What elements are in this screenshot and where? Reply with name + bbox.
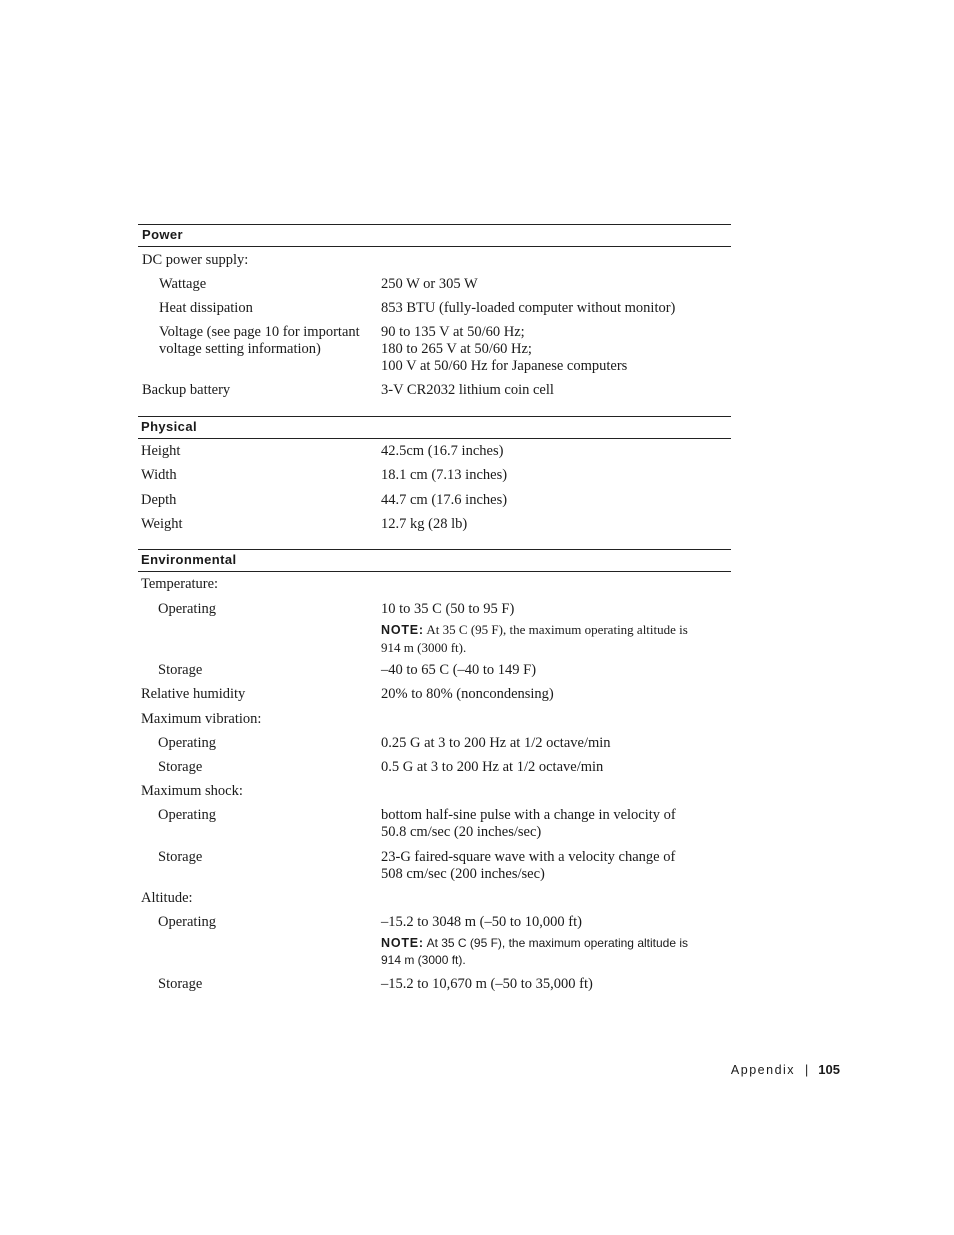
spec-label-line: voltage setting information)	[159, 341, 321, 357]
section-heading: Power	[142, 227, 184, 242]
spec-label: Depth	[141, 492, 177, 508]
spec-label: Operating	[158, 914, 216, 930]
note-text: At 35 C (95 F), the maximum operating altitude is	[423, 936, 689, 950]
spec-value-line: 10 to 35 C (50 to 95 F)	[381, 601, 515, 617]
physical-heading-bar	[138, 416, 731, 439]
spec-value: 44.7 cm (17.6 inches)	[381, 492, 508, 508]
spec-label: Weight	[141, 516, 183, 532]
section-heading: Physical	[141, 419, 197, 434]
section-heading: Environmental	[141, 552, 237, 567]
spec-value-line: 180 to 265 V at 50/60 Hz;	[381, 341, 532, 357]
page-footer	[700, 1062, 840, 1077]
spec-label: Width	[141, 467, 177, 483]
spec-group-label: Maximum shock:	[141, 783, 243, 799]
spec-value: –40 to 65 C (–40 to 149 F)	[381, 662, 537, 678]
spec-value: 0.5 G at 3 to 200 Hz at 1/2 octave/min	[381, 759, 604, 775]
footer-separator: |	[805, 1063, 809, 1077]
spec-label: Relative humidity	[141, 686, 246, 702]
spec-value: 0.25 G at 3 to 200 Hz at 1/2 octave/min	[381, 735, 611, 751]
spec-value-line: 50.8 cm/sec (20 inches/sec)	[381, 824, 542, 840]
note-text: 914 m (3000 ft).	[381, 640, 467, 655]
spec-value: 20% to 80% (noncondensing)	[381, 686, 554, 702]
physical-section	[138, 416, 731, 532]
spec-value: 42.5cm (16.7 inches)	[381, 443, 504, 459]
spec-value: 250 W or 305 W	[381, 276, 478, 292]
spec-value-line: –15.2 to 3048 m (–50 to 10,000 ft)	[381, 914, 582, 930]
spec-label: Operating	[158, 601, 216, 617]
spec-group-label: Altitude:	[141, 890, 193, 906]
spec-label: Storage	[158, 759, 203, 775]
spec-value: 18.1 cm (7.13 inches)	[381, 467, 508, 483]
note	[381, 934, 731, 969]
spec-label	[159, 324, 369, 358]
spec-label-line: Voltage (see page 10 for important	[159, 324, 360, 340]
spec-value	[381, 601, 731, 656]
spec-value: 3-V CR2032 lithium coin cell	[381, 382, 554, 398]
power-section	[138, 224, 731, 398]
note-text: 914 m (3000 ft).	[381, 953, 466, 967]
spec-value: –15.2 to 10,670 m (–50 to 35,000 ft)	[381, 976, 593, 992]
spec-value-line: bottom half-sine pulse with a change in velocity of	[381, 807, 676, 823]
footer-section-name: Appendix	[730, 1063, 796, 1077]
spec-value-line: 23-G faired-square wave with a velocity change of	[381, 849, 676, 865]
spec-value: 853 BTU (fully-loaded computer without monitor)	[381, 300, 676, 316]
spec-label: Operating	[158, 807, 216, 823]
spec-label: Storage	[158, 662, 203, 678]
note	[381, 621, 731, 656]
note-text: At 35 C (95 F), the maximum operating altitude is	[423, 622, 688, 637]
environmental-section	[138, 549, 731, 992]
spec-label: Heat dissipation	[159, 300, 253, 316]
spec-value: 12.7 kg (28 lb)	[381, 516, 468, 532]
spec-label: Storage	[158, 849, 203, 865]
environmental-heading-bar	[138, 549, 731, 572]
spec-value-line: 90 to 135 V at 50/60 Hz;	[381, 324, 525, 340]
spec-group-label: Temperature:	[141, 576, 219, 592]
note-tag: NOTE:	[381, 936, 424, 950]
power-heading-bar	[138, 224, 731, 247]
spec-label: Height	[141, 443, 181, 459]
spec-value-line: 100 V at 50/60 Hz for Japanese computers	[381, 358, 628, 374]
spec-group-label: DC power supply:	[142, 252, 249, 268]
spec-value-line: 508 cm/sec (200 inches/sec)	[381, 866, 545, 882]
spec-value	[381, 914, 731, 969]
spec-label: Storage	[158, 976, 203, 992]
spec-value	[381, 807, 731, 841]
spec-value	[381, 324, 731, 375]
spec-group-label: Maximum vibration:	[141, 711, 262, 727]
spec-label: Wattage	[159, 276, 207, 292]
spec-value	[381, 849, 731, 883]
note-tag: NOTE:	[381, 623, 424, 637]
spec-label: Backup battery	[142, 382, 231, 398]
spec-label: Operating	[158, 735, 216, 751]
page-number: 105	[818, 1062, 840, 1077]
